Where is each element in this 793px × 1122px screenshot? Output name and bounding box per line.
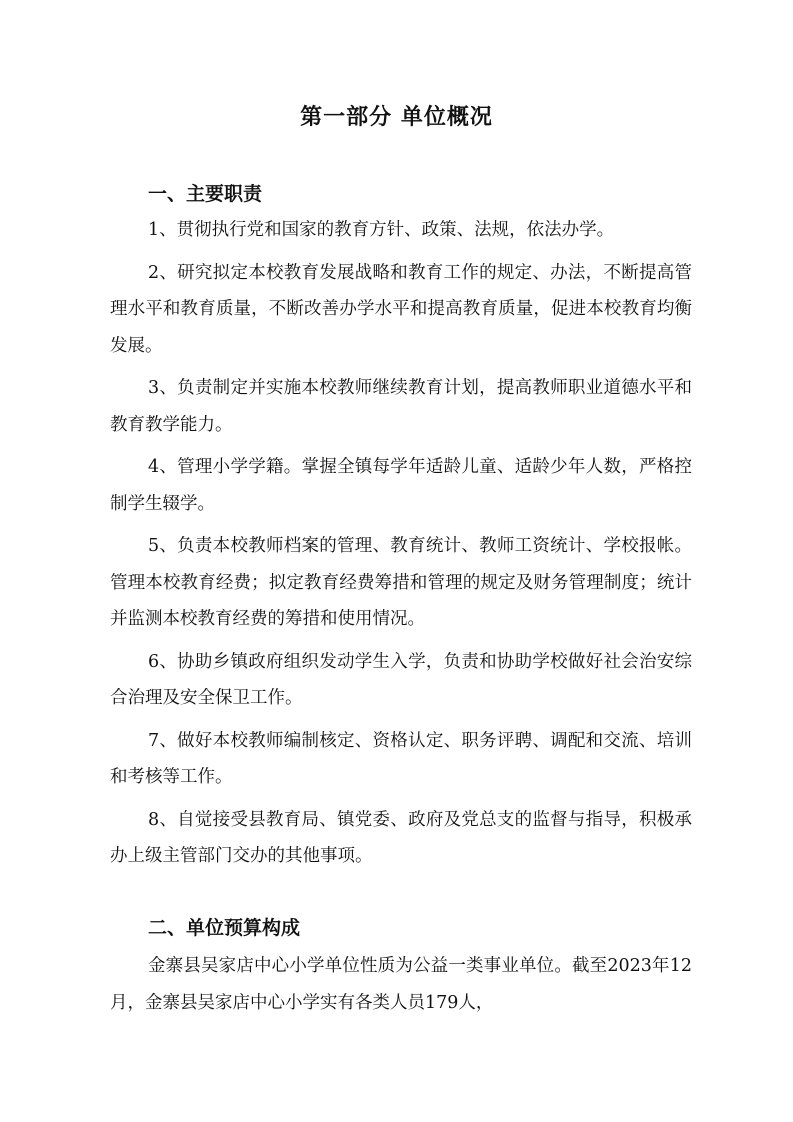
budget-paragraph: 金寨县吴家店中心小学单位性质为公益一类事业单位。截至2023年12月，金寨县吴家店中心小学实有各类人员179人， [110, 956, 692, 1013]
section-heading-budget-composition: 二、单位预算构成 [148, 917, 301, 939]
duty-paragraph: 8、自觉接受县教育局、镇党委、政府及党总支的监督与指导，积极承办上级主管部门交办的其他事项。 [110, 809, 692, 866]
duty-paragraph: 5、负责本校教师档案的管理、教育统计、教师工资统计、学校报帐。管理本校教育经费；拟定教育经费筹措和管理的规定及财务管理制度；统计并监测本校教育经费的筹措和使用情况。 [110, 536, 692, 629]
section-heading-main-duties: 一、主要职责 [148, 183, 263, 205]
duty-paragraph: 2、研究拟定本校教育发展战略和教育工作的规定、办法，不断提高管理水平和教育质量，不断改善办学水平和提高教育质量，促进本校教育均衡发展。 [110, 262, 692, 356]
duty-paragraph: 6、协助乡镇政府组织发动学生入学，负责和协助学校做好社会治安综合治理及安全保卫工作。 [110, 651, 692, 708]
section-body-budget-composition [110, 948, 692, 1027]
duty-paragraph: 3、负责制定并实施本校教师继续教育计划，提高教师职业道德水平和教育教学能力。 [110, 378, 692, 435]
section-body-main-duties [110, 212, 692, 881]
duty-paragraph: 4、管理小学学籍。掌握全镇每学年适龄儿童、适龄少年人数，严格控制学生辍学。 [110, 457, 692, 514]
page-title: 第一部分 单位概况 [300, 105, 493, 130]
duty-paragraph: 7、做好本校教师编制核定、资格认定、职务评聘、调配和交流、培训和考核等工作。 [110, 730, 692, 787]
duty-paragraph: 1、贯彻执行党和国家的教育方针、政策、法规，依法办学。 [148, 220, 615, 240]
